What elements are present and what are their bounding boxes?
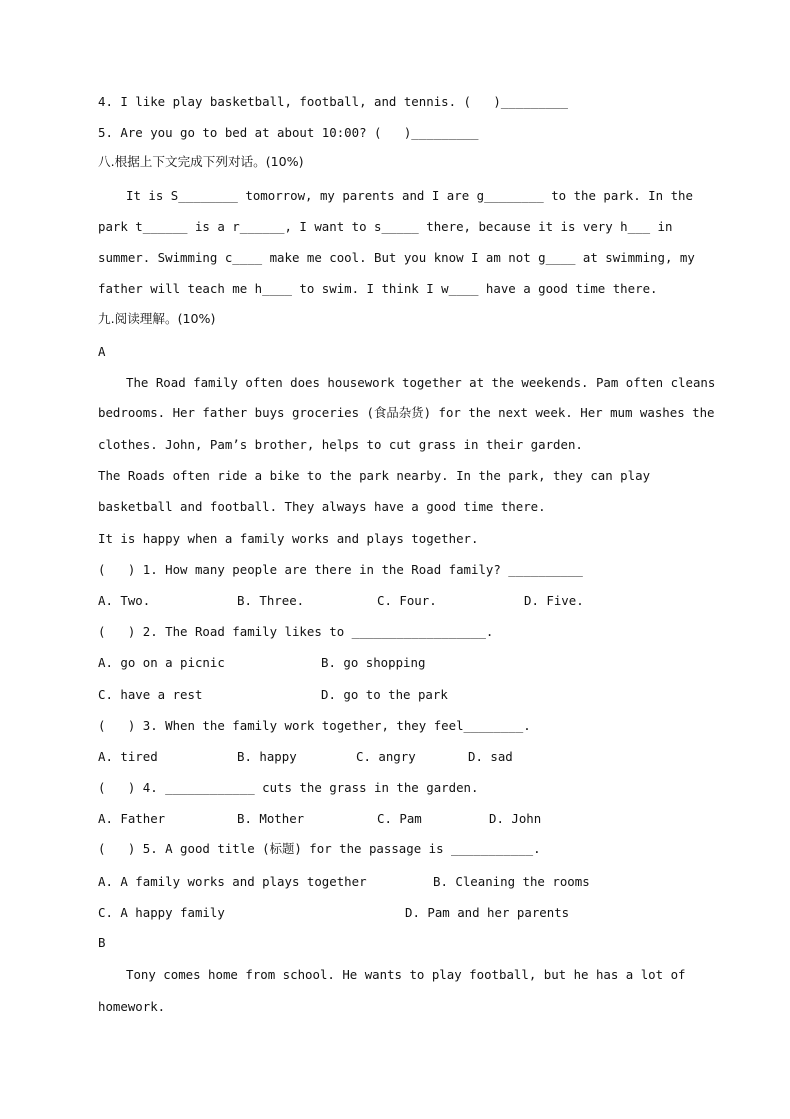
q3-option-c: C. angry bbox=[356, 749, 416, 764]
q4-option-b: B. Mother bbox=[237, 811, 305, 826]
section-8-heading: 八.根据上下文完成下列对话。(10%) bbox=[98, 154, 304, 169]
section-8-line-2: park t______ is a r______, I want to s_____ there, because it is very h___ in bbox=[98, 219, 673, 234]
passage-b-label: B bbox=[98, 935, 106, 950]
q4-option-d: D. John bbox=[489, 811, 542, 826]
section-8-line-4: father will teach me h____ to swim. I think I w____ have a good time there. bbox=[98, 281, 658, 296]
passage-a-line-2: bedrooms. Her father buys groceries (食品杂货) for the next week. Her mum washes the bbox=[98, 405, 715, 420]
q2-option-c: C. have a rest bbox=[98, 687, 203, 702]
q1-option-c: C. Four. bbox=[377, 593, 437, 608]
question-5: 5. Are you go to bed at about 10:00? ( )_________ bbox=[98, 125, 479, 140]
q5-option-b: B. Cleaning the rooms bbox=[433, 874, 590, 889]
passage-a-line-5: basketball and football. They always have a good time there. bbox=[98, 499, 546, 514]
q2-option-d: D. go to the park bbox=[321, 687, 448, 702]
q1-option-d: D. Five. bbox=[524, 593, 584, 608]
q1-option-a: A. Two. bbox=[98, 593, 151, 608]
question-4: 4. I like play basketball, football, and tennis. ( )_________ bbox=[98, 94, 568, 109]
q2-option-a: A. go on a picnic bbox=[98, 655, 225, 670]
passage-a-label: A bbox=[98, 344, 106, 359]
section-9-heading: 九.阅读理解。(10%) bbox=[98, 311, 216, 326]
section-8-line-3: summer. Swimming c____ make me cool. But you know I am not g____ at swimming, my bbox=[98, 250, 695, 265]
q3-option-b: B. happy bbox=[237, 749, 297, 764]
reading-question-4: ( ) 4. ____________ cuts the grass in the garden. bbox=[98, 780, 479, 795]
passage-b-line-1: Tony comes home from school. He wants to play football, but he has a lot of bbox=[126, 967, 686, 982]
q2-option-b: B. go shopping bbox=[321, 655, 426, 670]
q4-option-a: A. Father bbox=[98, 811, 166, 826]
passage-a-line-1: The Road family often does housework together at the weekends. Pam often cleans bbox=[126, 375, 716, 390]
reading-question-5: ( ) 5. A good title (标题) for the passage is ___________. bbox=[98, 841, 541, 856]
q5-option-d: D. Pam and her parents bbox=[405, 905, 570, 920]
q5-option-a: A. A family works and plays together bbox=[98, 874, 367, 889]
reading-question-1: ( ) 1. How many people are there in the Road family? __________ bbox=[98, 562, 583, 577]
section-8-line-1: It is S________ tomorrow, my parents and I are g________ to the park. In the bbox=[126, 188, 693, 203]
passage-a-line-3: clothes. John, Pam’s brother, helps to cut grass in their garden. bbox=[98, 437, 583, 452]
passage-b-line-2: homework. bbox=[98, 999, 166, 1014]
reading-question-3: ( ) 3. When the family work together, they feel________. bbox=[98, 718, 531, 733]
reading-question-2: ( ) 2. The Road family likes to __________________. bbox=[98, 624, 494, 639]
q4-option-c: C. Pam bbox=[377, 811, 422, 826]
q5-option-c: C. A happy family bbox=[98, 905, 225, 920]
q3-option-a: A. tired bbox=[98, 749, 158, 764]
passage-a-line-4: The Roads often ride a bike to the park nearby. In the park, they can play bbox=[98, 468, 651, 483]
q1-option-b: B. Three. bbox=[237, 593, 305, 608]
passage-a-line-6: It is happy when a family works and plays together. bbox=[98, 531, 479, 546]
q3-option-d: D. sad bbox=[468, 749, 513, 764]
